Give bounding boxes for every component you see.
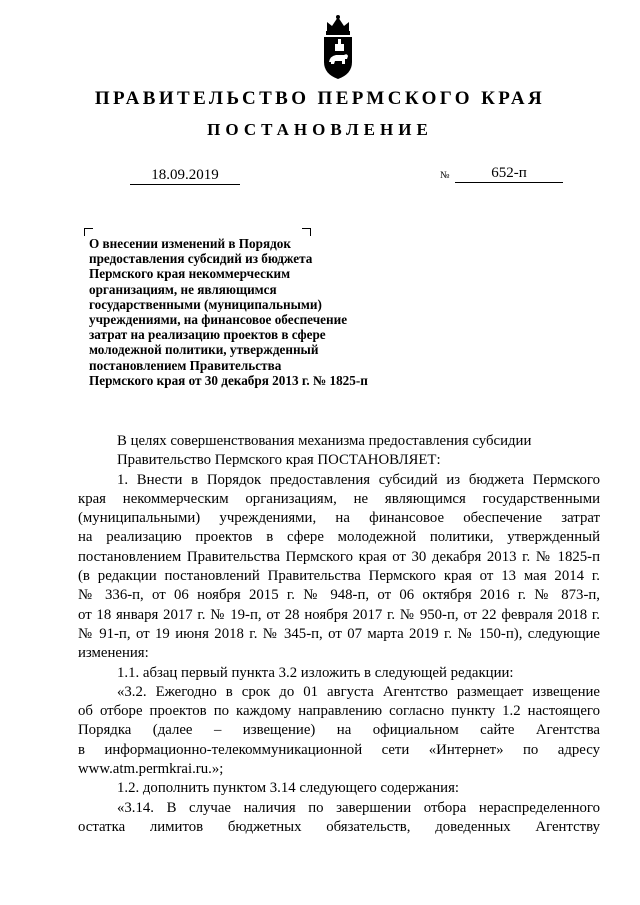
body-line: изменения: [78,645,149,662]
body-line: остатка лимитов бюджетных обязательств, доведенных Агентству [78,818,600,835]
document-date: 18.09.2019 [130,166,240,185]
subject-line: постановлением Правительства [89,357,282,373]
document-subject [89,236,409,388]
body-line: № 91-п, от 19 июня 2018 г. № 345-п, от 07 марта 2019 г. № 150-п), следующие [78,625,600,642]
subject-line: затрат на реализацию проектов в сфере [89,327,326,343]
body-line: Порядка (далее – извещение) на официальном сайте Агентства [78,722,600,739]
body-line: 1. Внести в Порядок предоставления субсидий из бюджета Пермского [117,471,600,488]
coat-of-arms-emblem [318,14,358,80]
body-line: на реализацию проектов в сфере молодежной политики, утвержденный [78,529,600,546]
subject-line: Пермского края от 30 декабря 2013 г. № 1825-п [89,372,368,388]
body-line: 1.1. абзац первый пункта 3.2 изложить в следующей редакции: [117,664,514,681]
number-sign: № [440,170,450,181]
body-line: 1.2. дополнить пунктом 3.14 следующего содержания: [117,780,459,797]
body-line: «3.2. Ежегодно в срок до 01 августа Агентство размещает извещение [117,683,600,700]
body-line: постановлением Правительства Пермского края от 30 декабря 2013 г. № 1825-п [78,548,600,565]
body-line: «3.14. В случае наличия по завершении отбора нераспределенного [117,799,600,816]
body-line: в информационно-телекоммуникационной сети «Интернет» по адресу [78,741,600,758]
subject-line: О внесении изменений в Порядок [89,236,291,251]
subject-line: государственными (муниципальными) [89,296,322,312]
subject-line: предоставления субсидий из бюджета [89,251,313,267]
body-line: (в редакции постановлений Правительства Пермского края от 13 мая 2014 г. [78,568,600,585]
subject-line: учреждениями, на финансовое обеспечение [89,312,348,328]
document-body [78,432,600,837]
subject-line: Пермского края некоммерческим [89,266,291,282]
body-line: www.atm.permkrai.ru.»; [78,761,224,778]
body-line: В целях совершенствования механизма предоставления субсидии [117,433,532,449]
body-line: Правительство Пермского края ПОСТАНОВЛЯЕТ: [117,452,441,469]
subject-corner-left [84,228,93,236]
body-line: (муниципальными) учреждениями, на финансовое обеспечение затрат [78,510,600,527]
body-line: края некоммерческим организациям, не являющимся государственными [78,490,600,507]
body-line: № 336-п, от 06 ноября 2015 г. № 948-п, от 06 октября 2016 г. № 873-п, [78,587,600,604]
body-line: об отборе проектов по каждому направлению согласно пункту 1.2 настоящего [78,703,600,720]
body-line: от 18 января 2017 г. № 19-п, от 28 ноября 2017 г. № 950-п, от 22 февраля 2018 г. [78,606,600,623]
subject-corner-right [302,228,311,236]
subject-line: молодежной политики, утвержденный [89,342,319,358]
document-number: 652-п [455,164,563,183]
subject-line: организациям, не являющимся [89,281,277,297]
document-type: ПОСТАНОВЛЕНИЕ [207,120,433,139]
government-name: ПРАВИТЕЛЬСТВО ПЕРМСКОГО КРАЯ [94,88,546,109]
